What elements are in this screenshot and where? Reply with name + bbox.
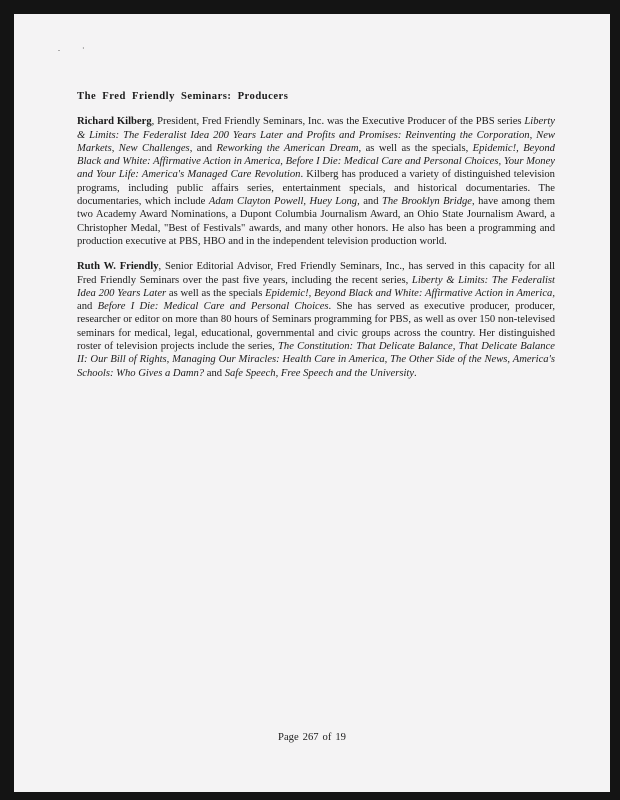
bio-paragraph-friendly (77, 260, 555, 380)
bio-title-italic: Liberty & Limits: The Federalist Idea 200 Years Later and Profits and Promises: Reinventing the Corporation, New Markets, New Challenges (77, 116, 555, 154)
bio-text-run: , Senior Editorial Advisor, Fred Friendly Seminars, Inc., has served in this capacity for all Fred Friendly Seminars over the past five years, including the recent series, (77, 261, 555, 286)
bio-text (77, 261, 555, 378)
document-page (14, 14, 610, 792)
bio-title-italic: The Constitution: That Delicate Balance, That Delicate Balance II: Our Bill of Rights, Managing Our Miracles: Health Care in America, The Other Side of the News, America's Schools: Who Gives a Damn? (77, 341, 555, 379)
page-total: 19 (335, 732, 346, 743)
bio-title-italic: The Brooklyn Bridge (381, 196, 473, 208)
page-number: 267 (302, 732, 319, 743)
bio-text-run: as well as the specials (166, 287, 266, 299)
bio-text-run: . Kilberg has produced a variety of distinguished television programs, including public affairs series, entertainment specials, and historical documentaries. The documentaries, which include (77, 169, 555, 208)
document-body (77, 90, 555, 392)
bio-text-run: and (359, 196, 382, 208)
bio-title-italic: Epidemic!, Beyond Black and White: Affirmative Action in America, (265, 287, 555, 299)
page-label: Page (278, 732, 299, 743)
bio-paragraph-kilberg (77, 115, 555, 248)
bio-text-run: . (414, 367, 417, 379)
bio-name: Ruth W. Friendly (77, 261, 159, 273)
bio-text (77, 116, 555, 247)
bio-text-run: . She has served as executive producer, producer, researcher or editor on more than 80 hours of Seminars programming for PBS, as well as over 150 non-televised seminars for medical, legal, educational, governmental and civic groups across the country. Her distinguished roster of television projects include the series, (77, 301, 555, 353)
bio-title-italic: Adam Clayton Powell, Huey Long, (208, 196, 360, 208)
bio-title-italic: Epidemic!, Beyond Black and White: Affirmative Action in America, Before I Die: Medical Care and Personal Choices, Your Money and Your Life: America's Managed Care Revolution (77, 142, 555, 181)
page-of: of (322, 732, 332, 743)
bio-title-italic: Before I Die: Medical Care and Personal Choices (97, 301, 329, 313)
bio-title-italic: Liberty & Limits: The Federalist Idea 200 Years Later (77, 274, 555, 299)
bio-title-italic: Safe Speech, Free Speech and the University (224, 367, 415, 379)
paper-specks: . · (58, 44, 85, 53)
bio-text-run: , as well as the specials, (358, 142, 473, 154)
bio-text-run: , President, Fred Friendly Seminars, Inc. was the Executive Producer of the PBS series (151, 116, 525, 128)
bio-text-run: and (77, 301, 98, 313)
bio-text-run: , and (189, 142, 217, 154)
bio-title-italic: Reworking the American Dream (216, 142, 359, 154)
bio-text-run: , have among them two Academy Award Nominations, a Dupont Columbia Journalism Award, an Ohio State Journalism Award, a Christopher Medal, "Best of Festivals" awards, and many other honors. He also has been a programming and production executive at PBS, HBO and in the independent television production world. (77, 196, 556, 247)
bio-text-run: and (204, 367, 225, 379)
page-title: The Fred Friendly Seminars: Producers (77, 91, 289, 102)
page-footer (14, 732, 610, 743)
bio-name: Richard Kilberg (77, 116, 152, 128)
